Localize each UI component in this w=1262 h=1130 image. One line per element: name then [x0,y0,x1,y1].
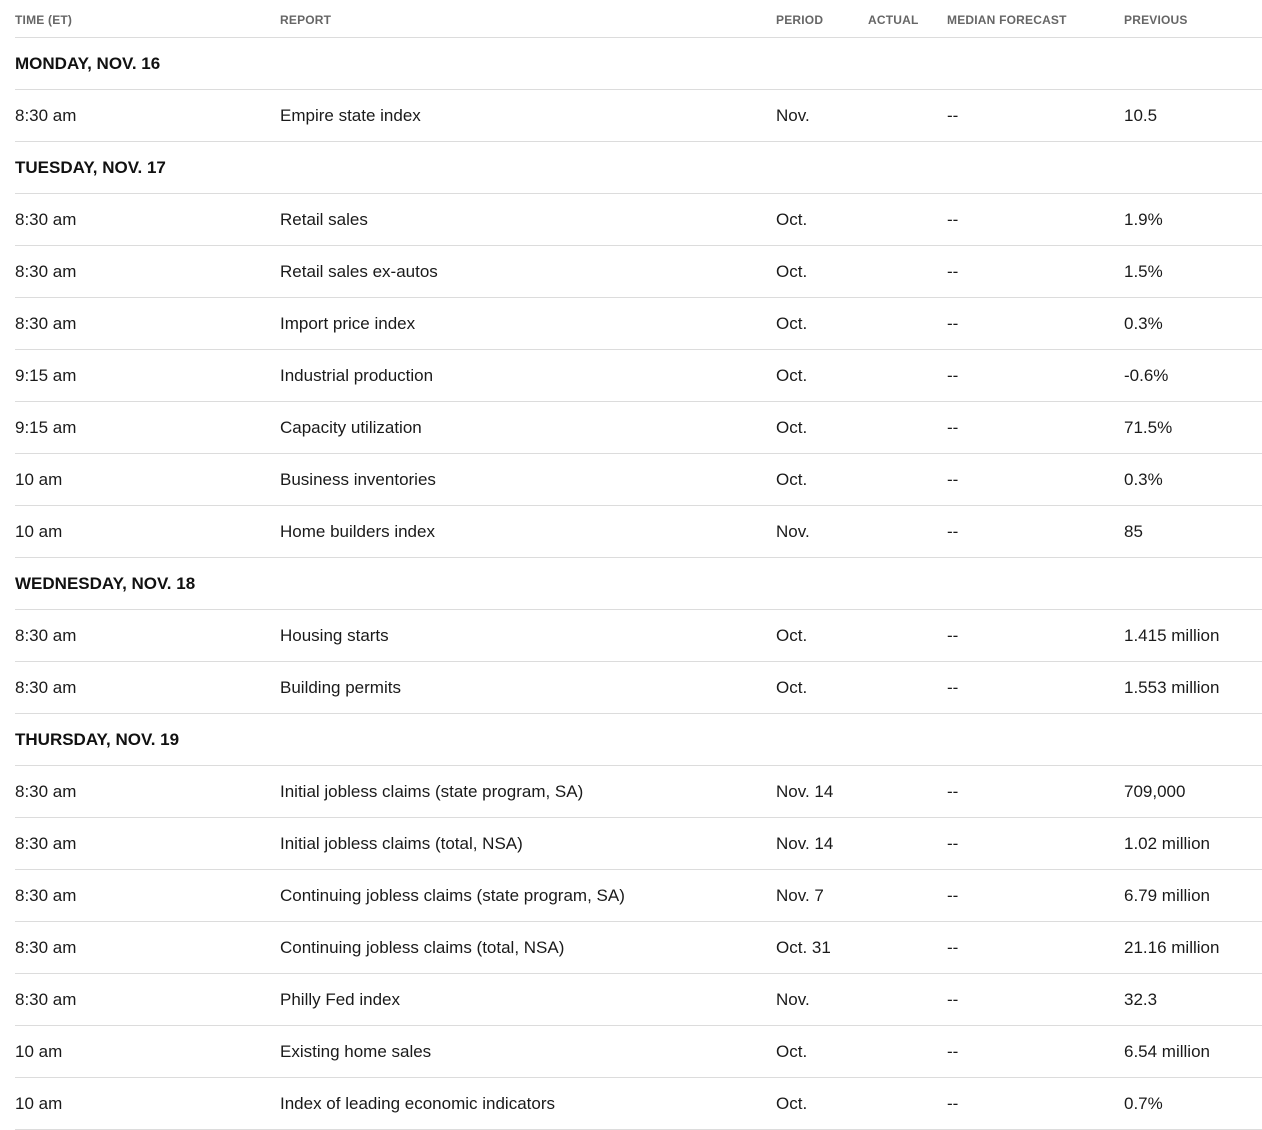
report-cell: Capacity utilization [280,418,422,437]
time-cell: 8:30 am [15,782,77,801]
period-cell: Nov. [776,106,810,125]
period-cell: Nov. [776,990,810,1009]
table-row [15,90,1262,142]
report-cell: Initial jobless claims (state program, SA) [280,782,584,801]
day-header-row [15,714,1262,766]
previous-cell: 1.415 million [1124,626,1220,645]
day-label: WEDNESDAY, NOV. 18 [15,574,196,593]
previous-cell: 21.16 million [1124,938,1220,957]
time-cell: 9:15 am [15,366,77,385]
report-cell: Philly Fed index [280,990,401,1009]
table-row [15,922,1262,974]
previous-cell: 6.54 million [1124,1042,1210,1061]
day-header-row [15,142,1262,194]
median-forecast-cell: -- [947,522,959,541]
report-cell: Import price index [280,314,416,333]
column-header-report: REPORT [280,13,332,27]
median-forecast-cell: -- [947,262,959,281]
time-cell: 8:30 am [15,990,77,1009]
table-row [15,766,1262,818]
median-forecast-cell: -- [947,1094,959,1113]
table-row [15,974,1262,1026]
report-cell: Existing home sales [280,1042,432,1061]
table-row [15,662,1262,714]
period-cell: Oct. [776,366,808,385]
median-forecast-cell: -- [947,1042,959,1061]
time-cell: 8:30 am [15,678,77,697]
table-body [15,38,1262,1130]
column-header-actual: ACTUAL [868,13,919,27]
time-cell: 10 am [15,1094,63,1113]
table-row [15,194,1262,246]
day-header-row [15,558,1262,610]
table-row [15,402,1262,454]
column-header-time: TIME (ET) [15,13,73,27]
time-cell: 8:30 am [15,262,77,281]
period-cell: Oct. [776,678,808,697]
day-label: THURSDAY, NOV. 19 [15,730,180,749]
previous-cell: -0.6% [1124,366,1169,385]
time-cell: 9:15 am [15,418,77,437]
time-cell: 8:30 am [15,210,77,229]
median-forecast-cell: -- [947,626,959,645]
report-cell: Continuing jobless claims (state program, SA) [280,886,625,905]
median-forecast-cell: -- [947,470,959,489]
table-row [15,610,1262,662]
table-row [15,454,1262,506]
table-row [15,246,1262,298]
time-cell: 8:30 am [15,626,77,645]
previous-cell: 709,000 [1124,782,1186,801]
previous-cell: 1.02 million [1124,834,1210,853]
previous-cell: 32.3 [1124,990,1158,1009]
table-row [15,506,1262,558]
median-forecast-cell: -- [947,834,959,853]
previous-cell: 1.9% [1124,210,1163,229]
column-header-median-forecast: MEDIAN FORECAST [947,13,1067,27]
day-header-row [15,38,1262,90]
median-forecast-cell: -- [947,366,959,385]
table-row [15,1026,1262,1078]
period-cell: Oct. [776,470,808,489]
previous-cell: 6.79 million [1124,886,1210,905]
median-forecast-cell: -- [947,678,959,697]
median-forecast-cell: -- [947,106,959,125]
report-cell: Building permits [280,678,401,697]
previous-cell: 85 [1124,522,1143,541]
table-row [15,1078,1262,1130]
period-cell: Nov. 7 [776,886,824,905]
median-forecast-cell: -- [947,886,959,905]
time-cell: 8:30 am [15,314,77,333]
time-cell: 8:30 am [15,834,77,853]
economic-calendar-table [15,0,1262,1130]
table-row [15,870,1262,922]
median-forecast-cell: -- [947,782,959,801]
median-forecast-cell: -- [947,314,959,333]
table-row [15,818,1262,870]
report-cell: Initial jobless claims (total, NSA) [280,834,523,853]
time-cell: 8:30 am [15,938,77,957]
previous-cell: 71.5% [1124,418,1173,437]
previous-cell: 1.5% [1124,262,1163,281]
previous-cell: 0.3% [1124,470,1163,489]
period-cell: Nov. 14 [776,834,834,853]
period-cell: Oct. [776,626,808,645]
period-cell: Nov. 14 [776,782,834,801]
time-cell: 10 am [15,522,63,541]
median-forecast-cell: -- [947,990,959,1009]
column-header-period: PERIOD [776,13,824,27]
period-cell: Oct. [776,418,808,437]
report-cell: Industrial production [280,366,434,385]
median-forecast-cell: -- [947,418,959,437]
period-cell: Oct. 31 [776,938,831,957]
previous-cell: 1.553 million [1124,678,1220,697]
previous-cell: 0.7% [1124,1094,1163,1113]
report-cell: Continuing jobless claims (total, NSA) [280,938,565,957]
report-cell: Housing starts [280,626,389,645]
report-cell: Empire state index [280,106,421,125]
period-cell: Nov. [776,522,810,541]
time-cell: 8:30 am [15,106,77,125]
median-forecast-cell: -- [947,938,959,957]
report-cell: Retail sales ex-autos [280,262,438,281]
report-cell: Home builders index [280,522,435,541]
period-cell: Oct. [776,210,808,229]
time-cell: 10 am [15,1042,63,1061]
report-cell: Index of leading economic indicators [280,1094,555,1113]
report-cell: Business inventories [280,470,436,489]
day-label: MONDAY, NOV. 16 [15,54,161,73]
median-forecast-cell: -- [947,210,959,229]
period-cell: Oct. [776,1094,808,1113]
table-row [15,298,1262,350]
period-cell: Oct. [776,314,808,333]
day-label: TUESDAY, NOV. 17 [15,158,166,177]
previous-cell: 0.3% [1124,314,1163,333]
time-cell: 10 am [15,470,63,489]
previous-cell: 10.5 [1124,106,1158,125]
column-header-previous: PREVIOUS [1124,13,1188,27]
period-cell: Oct. [776,1042,808,1061]
table-row [15,350,1262,402]
report-cell: Retail sales [280,210,368,229]
period-cell: Oct. [776,262,808,281]
time-cell: 8:30 am [15,886,77,905]
table-header [15,0,1262,38]
